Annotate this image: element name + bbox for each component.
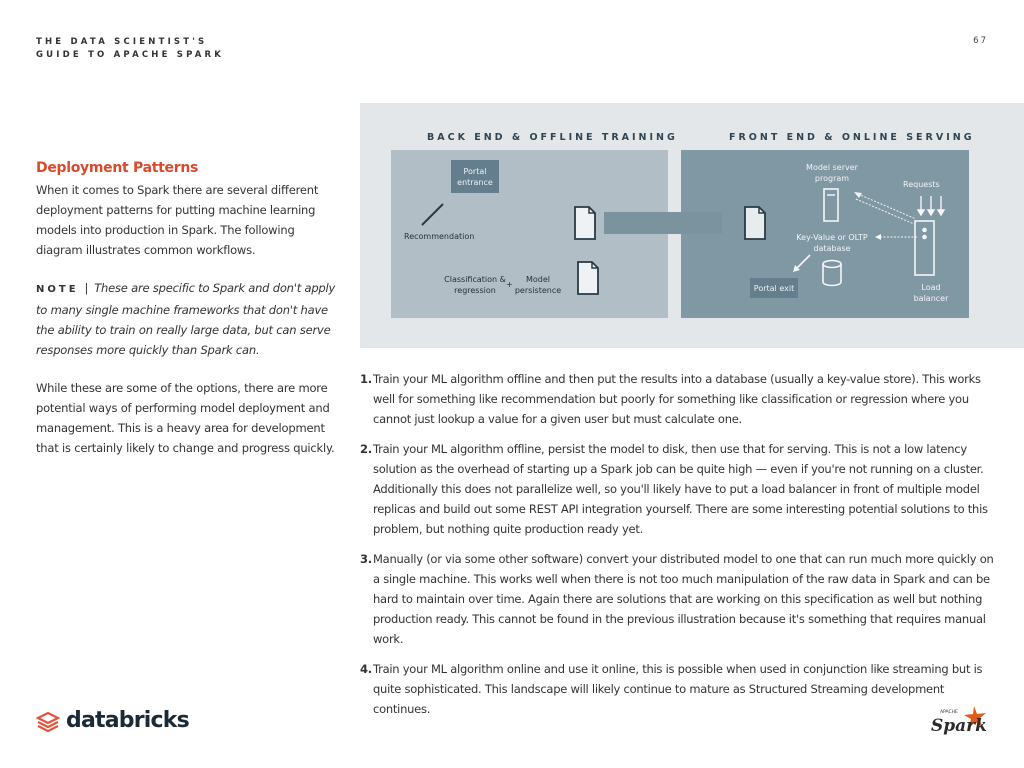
model-persistence-label: Model persistence — [514, 275, 562, 295]
list-number: 3. — [360, 552, 372, 566]
classification-label: Classification & regression — [444, 275, 506, 295]
document-icon — [576, 261, 600, 295]
databricks-logo — [36, 708, 189, 733]
sidebar-text — [36, 160, 336, 458]
recommendation-label: Recommendation — [404, 232, 475, 241]
list-item — [360, 369, 1000, 429]
list-text: Manually (or via some other software) convert your distributed model to one that can run much more quickly on a single machine. This works well when there is not too much manipulation of the raw data in Spark and can be hard to maintain over time. Again there are solutions that are working on this specification as well but nothing production ready. This cannot be found in the previous illustration because it's something that requires manual work. — [373, 552, 994, 646]
intro-paragraph: When it comes to Spark there are several different deployment patterns for putting machine learning models into production in Spark. The following diagram illustrates common workflows. — [36, 183, 319, 257]
request-flow-arrows-icon — [852, 191, 922, 226]
db-arrow-icon — [874, 232, 918, 242]
apache-spark-logo — [930, 704, 990, 738]
svg-text:Spark: Spark — [931, 716, 987, 736]
list-item — [360, 439, 1000, 539]
list-text: Train your ML algorithm offline, persist the model to disk, then use that for serving. This is not a low latency solution as the overhead of starting up a Spark job can be quite high — even if you're not running on a cluster. Additionally this does not parallelize well, so you'll likely have to put a load balancer in front of multiple model replicas and build out some REST API integration yourself. There are some interesting potential solutions to this problem, but nothing quite production ready yet. — [373, 442, 988, 536]
portal-exit-box: Portal exit — [750, 278, 798, 298]
plus-sign: + — [506, 280, 513, 289]
document-header — [36, 36, 224, 62]
page-number: 67 — [973, 36, 988, 46]
list-text: Train your ML algorithm online and use it online, this is possible when used in conjunction like streaming but is quite sophisticated. This landscape will likely continue to mature as Structured Streaming development continues. — [373, 662, 983, 716]
list-number: 1. — [360, 372, 372, 386]
backend-heading: BACK END & OFFLINE TRAINING — [427, 132, 678, 143]
load-balancer-icon — [914, 220, 936, 276]
section-title: Deployment Patterns — [36, 160, 199, 176]
closing-paragraph: While these are some of the options, there are more potential ways of performing model deployment and management. This is a heavy area for development that is certainly likely to change and progress quickly. — [36, 381, 335, 455]
down-left-arrow-icon — [792, 253, 812, 273]
load-balancer-label: Load balancer — [913, 283, 949, 303]
requests-label: Requests — [903, 180, 940, 189]
list-item — [360, 549, 1000, 649]
header-line-1: THE DATA SCIENTIST'S — [36, 37, 208, 47]
note-text: These are specific to Spark and don't apply to many single machine frameworks that don't have the ability to train on really large data, but can serve responses more quickly than Spark can. — [36, 281, 336, 357]
deployment-options-list — [360, 369, 1000, 729]
arrow-line-icon — [420, 201, 446, 227]
note-separator: | — [84, 281, 89, 295]
list-text: Train your ML algorithm offline and then put the results into a database (usually a key-value store). This works well for something like recommendation but poorly for something like classification or regression where you cannot just lookup a value for a given user but must calculate one. — [373, 372, 981, 426]
list-item — [360, 659, 1000, 719]
list-number: 4. — [360, 662, 372, 676]
list-number: 2. — [360, 442, 372, 456]
kv-database-label: Key-Value or OLTP database — [796, 233, 868, 253]
database-icon — [821, 259, 843, 287]
pipeline-connector — [604, 212, 722, 234]
databricks-logo-icon — [36, 709, 60, 733]
svg-text:APACHE: APACHE — [940, 710, 958, 715]
document-icon — [573, 206, 597, 240]
databricks-wordmark: databricks — [66, 708, 189, 733]
note-block — [36, 278, 336, 360]
document-icon — [743, 206, 767, 240]
frontend-heading: FRONT END & ONLINE SERVING — [729, 132, 975, 143]
header-line-2: GUIDE TO APACHE SPARK — [36, 50, 225, 60]
note-label: NOTE — [36, 284, 79, 295]
portal-entrance-box: Portal entrance — [451, 160, 499, 193]
deployment-diagram — [360, 103, 1024, 348]
model-server-label: Model server program — [806, 163, 858, 183]
server-icon — [823, 188, 839, 222]
